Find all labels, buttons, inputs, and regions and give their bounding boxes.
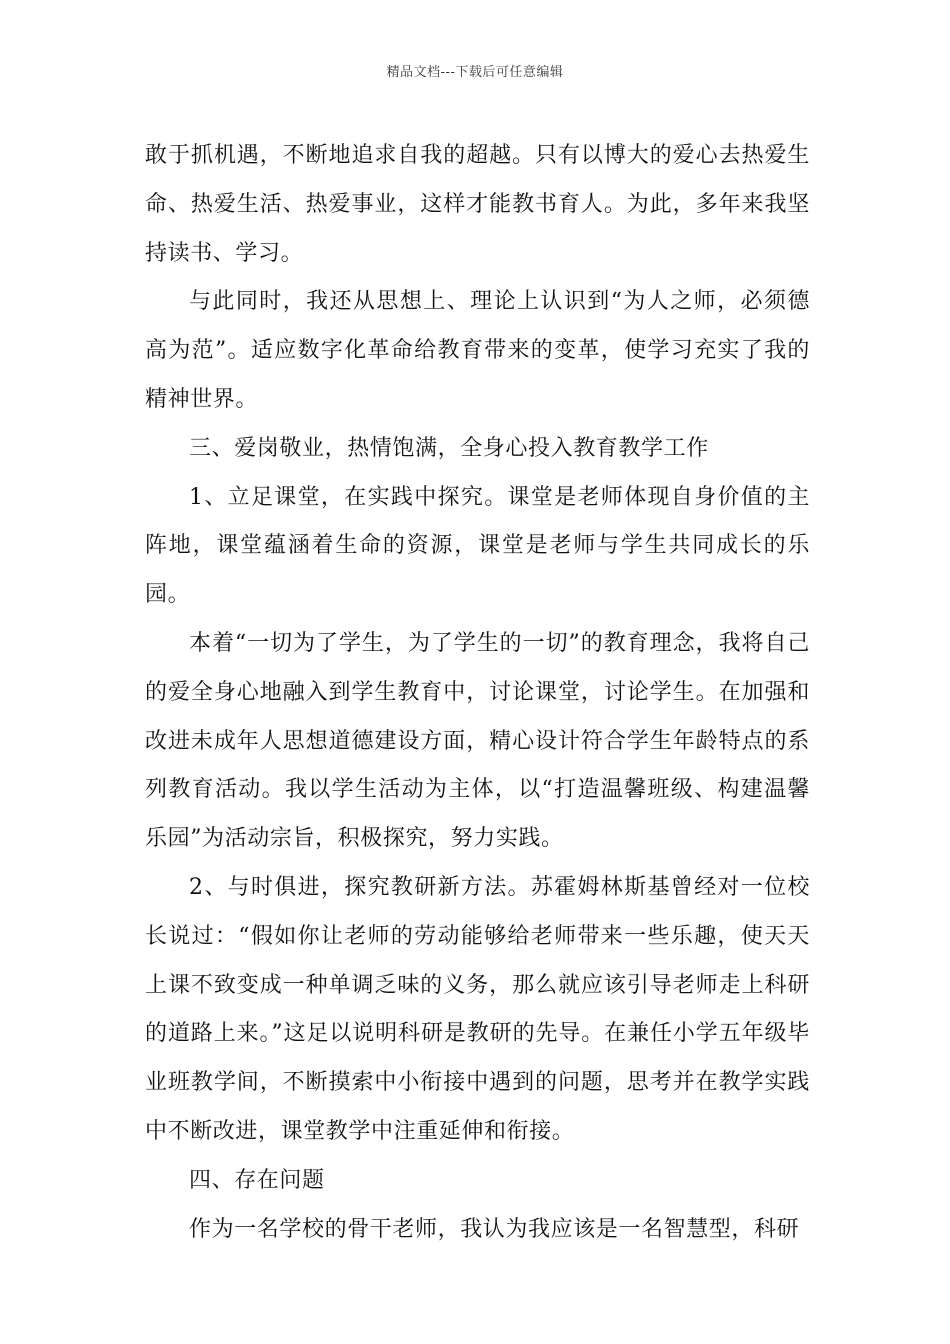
page-header: 精品文档---下载后可任意编辑 bbox=[386, 65, 564, 80]
paragraph: 作为一名学校的骨干老师，我认为我应该是一名智慧型，科研 bbox=[189, 1216, 800, 1242]
paragraph: 敢于抓机遇，不断地追求自我的超越。只有以博大的爱心去热爱生命、热爱生活、热爱事业，这样才能教书育人。为此，多年来我坚持读书、学习。 bbox=[145, 143, 810, 266]
document-body bbox=[145, 132, 810, 1254]
section-heading: 三、爱岗敬业，热情饱满，全身心投入教育教学工作 bbox=[189, 435, 709, 461]
paragraph: 本着“一切为了学生，为了学生的一切”的教育理念，我将自己的爱全身心地融入到学生教育中，讨论课堂，讨论学生。在加强和改进未成年人思想道德建设方面，精心设计符合学生年龄特点的系列教育活动。我以学生活动为主体，以“打造温馨班级、构建温馨乐园”为活动宗旨，积极探究，努力实践。 bbox=[145, 630, 810, 852]
section-heading: 四、存在问题 bbox=[189, 1167, 325, 1193]
paragraph: 与此同时，我还从思想上、理论上认识到“为人之师，必须德高为范”。适应数字化革命给教育带来的变革，使学习充实了我的精神世界。 bbox=[145, 289, 810, 412]
paragraph: 1、立足课堂，在实践中探究。课堂是老师体现自身价值的主阵地，课堂蕴涵着生命的资源，课堂是老师与学生共同成长的乐园。 bbox=[145, 484, 810, 608]
paragraph: 2、与时俱进，探究教研新方法。苏霍姆林斯基曾经对一位校长说过：“假如你让老师的劳动能够给老师带来一些乐趣，使天天上课不致变成一种单调乏味的义务，那么就应该引导老师走上科研的道路上来。”这足以说明科研是教研的先导。在兼任小学五年级毕业班教学间，不断摸索中小衔接中遇到的问题，思考并在教学实践中不断改进，课堂教学中注重延伸和衔接。 bbox=[145, 874, 810, 1144]
